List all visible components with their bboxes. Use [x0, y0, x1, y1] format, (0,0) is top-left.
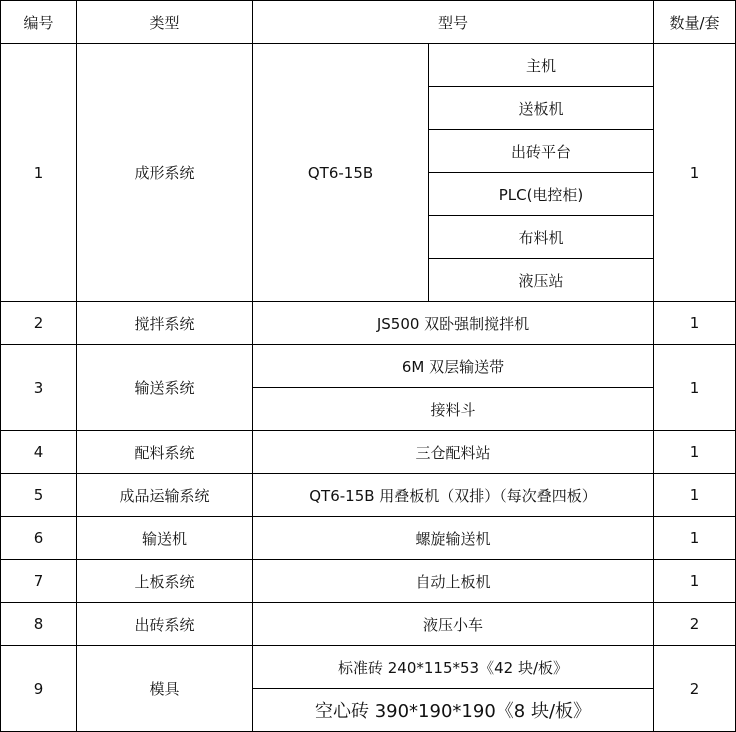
table-row — [1, 474, 736, 517]
row-part: 液压站 — [429, 259, 654, 302]
row-part: 主机 — [429, 44, 654, 87]
row-qty: 1 — [654, 345, 736, 431]
row-part: 出砖平台 — [429, 130, 654, 173]
row-type: 搅拌系统 — [77, 302, 253, 345]
row-model: 自动上板机 — [253, 560, 654, 603]
row-part: 6M 双层输送带 — [253, 345, 654, 388]
row-model: JS500 双卧强制搅拌机 — [253, 302, 654, 345]
row-qty: 2 — [654, 603, 736, 646]
row-qty: 1 — [654, 431, 736, 474]
row-part: 布料机 — [429, 216, 654, 259]
row-model: 液压小车 — [253, 603, 654, 646]
row-type: 出砖系统 — [77, 603, 253, 646]
row-qty: 2 — [654, 646, 736, 732]
row-no: 8 — [1, 603, 77, 646]
row-qty: 1 — [654, 474, 736, 517]
row-qty: 1 — [654, 302, 736, 345]
row-no: 1 — [1, 44, 77, 302]
row-no: 7 — [1, 560, 77, 603]
row-qty: 1 — [654, 44, 736, 302]
row-type: 上板系统 — [77, 560, 253, 603]
header-row — [1, 1, 736, 44]
row-type: 输送系统 — [77, 345, 253, 431]
row-type: 模具 — [77, 646, 253, 732]
row-no: 3 — [1, 345, 77, 431]
table-row — [1, 517, 736, 560]
row-no: 5 — [1, 474, 77, 517]
table-row — [1, 345, 736, 388]
table-row — [1, 302, 736, 345]
row-model: 三仓配料站 — [253, 431, 654, 474]
row-type: 输送机 — [77, 517, 253, 560]
row-part: 接料斗 — [253, 388, 654, 431]
row-model: QT6-15B — [253, 44, 429, 302]
row-qty: 1 — [654, 517, 736, 560]
row-qty: 1 — [654, 560, 736, 603]
row-type: 配料系统 — [77, 431, 253, 474]
row-type: 成形系统 — [77, 44, 253, 302]
table-row — [1, 603, 736, 646]
row-part: PLC(电控柜) — [429, 173, 654, 216]
header-type: 类型 — [77, 1, 253, 44]
row-part: 送板机 — [429, 87, 654, 130]
header-qty: 数量/套 — [654, 1, 736, 44]
row-no: 4 — [1, 431, 77, 474]
header-no: 编号 — [1, 1, 77, 44]
row-type: 成品运输系统 — [77, 474, 253, 517]
row-no: 6 — [1, 517, 77, 560]
row-no: 9 — [1, 646, 77, 732]
table-row — [1, 44, 736, 87]
table-row — [1, 560, 736, 603]
row-no: 2 — [1, 302, 77, 345]
row-part: 标准砖 240*115*53《42 块/板》 — [253, 646, 654, 689]
row-model: 螺旋输送机 — [253, 517, 654, 560]
table-row — [1, 431, 736, 474]
header-model: 型号 — [253, 1, 654, 44]
row-model: QT6-15B 用叠板机（双排）（每次叠四板） — [253, 474, 654, 517]
row-part: 空心砖 390*190*190《8 块/板》 — [253, 689, 654, 732]
table-row — [1, 646, 736, 689]
